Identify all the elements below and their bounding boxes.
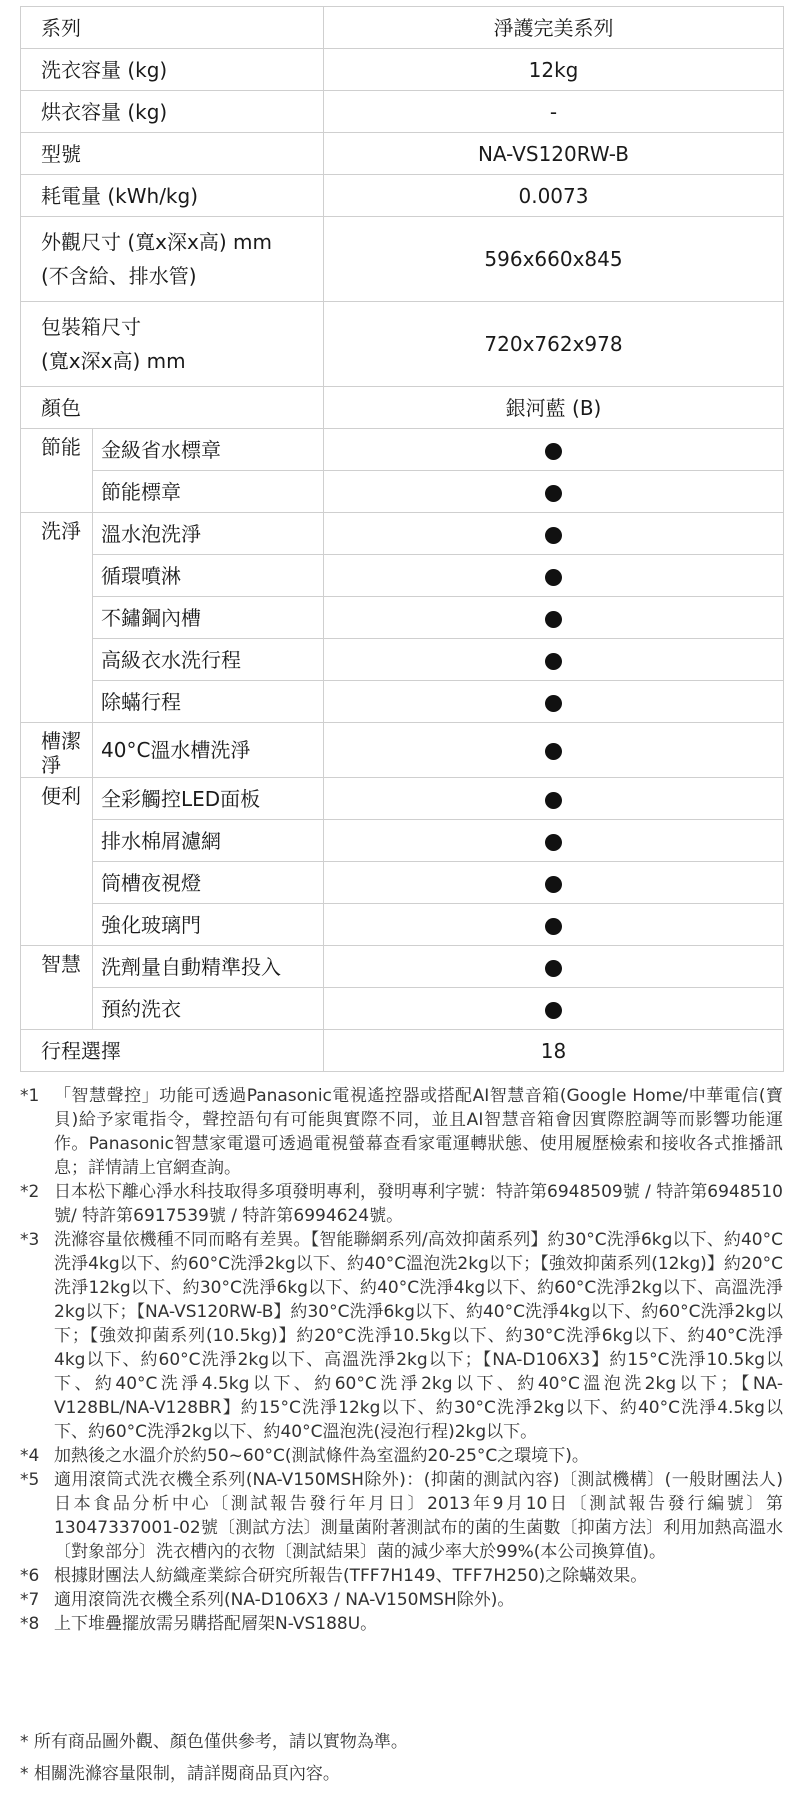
exterior-size-label-line2: (不含給、排水管): [41, 264, 197, 288]
feature-item-label: 金級省水標章: [93, 429, 324, 471]
feature-row: [21, 946, 784, 988]
courses-value: 18: [324, 1030, 784, 1072]
row-dry-capacity: [21, 91, 784, 133]
footnote: [20, 1228, 783, 1444]
feature-item-label: 洗劑量自動精準投入: [93, 946, 324, 988]
row-exterior-size: [21, 217, 784, 302]
dry-capacity-value: -: [324, 91, 784, 133]
bullet-dot-icon: [545, 611, 562, 628]
feature-group-label: 槽潔淨: [21, 723, 93, 778]
footnote-text: 根據財團法人紡織產業綜合研究所報告(TFF7H149、TFF7H250)之除蟎效果。: [54, 1566, 648, 1586]
feature-item-label: 除蟎行程: [93, 681, 324, 723]
exterior-size-value: 596x660x845: [324, 217, 784, 302]
footnote-mark: *4: [20, 1446, 40, 1466]
package-size-label-line2: (寬x深x高) mm: [41, 349, 186, 373]
feature-row: [21, 597, 784, 639]
courses-label: 行程選擇: [21, 1030, 324, 1072]
row-model: [21, 133, 784, 175]
series-label: 系列: [21, 7, 324, 49]
footnote-mark: *6: [20, 1566, 40, 1586]
feature-availability: [324, 862, 784, 904]
row-courses: [21, 1030, 784, 1072]
spec-table-body: [21, 7, 784, 1072]
exterior-size-label: [21, 217, 324, 302]
feature-availability: [324, 988, 784, 1030]
feature-availability: [324, 723, 784, 778]
wash-capacity-label: 洗衣容量 (kg): [21, 49, 324, 91]
feature-row: [21, 820, 784, 862]
row-package-size: [21, 302, 784, 387]
row-wash-capacity: [21, 49, 784, 91]
feature-availability: [324, 471, 784, 513]
bullet-dot-icon: [545, 443, 562, 460]
row-power: [21, 175, 784, 217]
footnote-mark: *1: [20, 1086, 40, 1106]
feature-availability: [324, 429, 784, 471]
feature-group-label: 洗淨: [21, 513, 93, 723]
bullet-dot-icon: [545, 569, 562, 586]
bullet-dot-icon: [545, 960, 562, 977]
footnote: [20, 1564, 783, 1588]
exterior-size-label-line1: 外觀尺寸 (寬x深x高) mm: [41, 230, 272, 254]
bullet-dot-icon: [545, 527, 562, 544]
feature-row: [21, 513, 784, 555]
feature-availability: [324, 946, 784, 988]
feature-item-label: 筒槽夜視燈: [93, 862, 324, 904]
package-size-value: 720x762x978: [324, 302, 784, 387]
bullet-dot-icon: [545, 876, 562, 893]
bullet-dot-icon: [545, 792, 562, 809]
feature-item-label: 節能標章: [93, 471, 324, 513]
dry-capacity-label: 烘衣容量 (kg): [21, 91, 324, 133]
feature-item-label: 預約洗衣: [93, 988, 324, 1030]
bullet-dot-icon: [545, 918, 562, 935]
color-label: 顏色: [21, 387, 324, 429]
feature-item-label: 排水棉屑濾網: [93, 820, 324, 862]
footnote-text: 加熱後之水溫介於約50~60°C(測試條件為室溫約20-25°C之環境下)。: [54, 1446, 589, 1466]
feature-group-label: 智慧: [21, 946, 93, 1030]
disclaimer-appearance: * 所有商品圖外觀、顏色僅供參考，請以實物為準。: [20, 1732, 408, 1752]
footnote-mark: *8: [20, 1614, 40, 1634]
bullet-dot-icon: [545, 1002, 562, 1019]
feature-item-label: 全彩觸控LED面板: [93, 778, 324, 820]
footnote: [20, 1468, 783, 1564]
feature-group-label: 便利: [21, 778, 93, 946]
footnote-text: 「智慧聲控」功能可透過Panasonic電視遙控器或搭配AI智慧音箱(Google Home/中華電信(寶貝)給予家電指令，聲控語句有可能與實際不同，並且AI智慧音箱會因實際腔調等而影響功能運作。Panasonic智慧家電還可透過電視螢幕查看家電運轉狀態、使用履歷檢索和接收各式推播訊息；詳情請上官網查詢。: [54, 1086, 783, 1178]
bullet-dot-icon: [545, 743, 562, 760]
feature-availability: [324, 904, 784, 946]
power-value: 0.0073: [324, 175, 784, 217]
feature-row: [21, 778, 784, 820]
feature-item-label: 高級衣水洗行程: [93, 639, 324, 681]
feature-row: [21, 639, 784, 681]
footnote-text: 適用滾筒式洗衣機全系列(NA-V150MSH除外)：(抑菌的測試內容)〔測試機構〕(一般財團法人)日本食品分析中心〔測試報告發行年月日〕2013年9月10日〔測試報告發行編號〕第13047337001-02號〔測試方法〕測量菌附著測試布的菌的生菌數〔抑菌方法〕利用加熱高溫水〔對象部分〕洗衣槽內的衣物〔測試結果〕菌的減少率大於99%(本公司換算值)。: [54, 1470, 783, 1562]
series-value: 淨護完美系列: [324, 7, 784, 49]
feature-row: [21, 988, 784, 1030]
footnote: [20, 1444, 783, 1468]
row-color: [21, 387, 784, 429]
feature-item-label: 溫水泡洗淨: [93, 513, 324, 555]
package-size-label: [21, 302, 324, 387]
footnote-text: 上下堆疊擺放需另購搭配層架N-VS188U。: [54, 1614, 378, 1634]
disclaimer-capacity: * 相關洗滌容量限制，請詳閱商品頁內容。: [20, 1764, 340, 1784]
feature-row: [21, 429, 784, 471]
model-value: NA-VS120RW-B: [324, 133, 784, 175]
feature-availability: [324, 681, 784, 723]
feature-availability: [324, 513, 784, 555]
color-value: 銀河藍 (B): [324, 387, 784, 429]
footnote: [20, 1612, 783, 1636]
footnote-mark: *3: [20, 1230, 40, 1250]
bullet-dot-icon: [545, 834, 562, 851]
feature-row: [21, 862, 784, 904]
feature-item-label: 不鏽鋼內槽: [93, 597, 324, 639]
feature-item-label: 循環噴淋: [93, 555, 324, 597]
footnote: [20, 1180, 783, 1228]
model-label: 型號: [21, 133, 324, 175]
footnote-text: 適用滾筒洗衣機全系列(NA-D106X3 / NA-V150MSH除外)。: [54, 1590, 515, 1610]
feature-availability: [324, 820, 784, 862]
feature-row: [21, 471, 784, 513]
feature-availability: [324, 597, 784, 639]
spec-table: [20, 6, 784, 1072]
feature-availability: [324, 555, 784, 597]
footnote-mark: *2: [20, 1182, 40, 1202]
feature-row: [21, 681, 784, 723]
bullet-dot-icon: [545, 695, 562, 712]
bullet-dot-icon: [545, 653, 562, 670]
row-series: [21, 7, 784, 49]
footnote-text: 洗滌容量依機種不同而略有差異。【智能聯網系列/高效抑菌系列】約30°C洗淨6kg以下、約40°C洗淨4kg以下、約60°C洗淨2kg以下、約40°C溫泡洗2kg以下；【強效抑菌系列(12kg)】約20°C洗淨12kg以下、約30°C洗淨6kg以下、約40°C洗淨4kg以下、約60°C洗淨2kg以下、高溫洗淨2kg以下；【NA-VS120RW-B】約30°C洗淨6kg以下、約40°C洗淨4kg以下、約60°C洗淨2kg以下；【強效抑菌系列(10.5kg)】約20°C洗淨10.5kg以下、約30°C洗淨6kg以下、約40°C洗淨4kg以下、約60°C洗淨2kg以下、高溫洗淨2kg以下；【NA-D106X3】約15°C洗淨10.5kg以下、約40°C洗淨4.5kg以下、約60°C洗淨2kg以下、約40°C溫泡洗2kg以下；【NA-V128BL/NA-V128BR】約15°C洗淨12kg以下、約30°C洗淨2kg以下、約40°C洗淨4.5kg以下、約60°C洗淨2kg以下、約40°C溫泡洗(浸泡行程)2kg以下。: [54, 1230, 783, 1442]
feature-group-label: 節能: [21, 429, 93, 513]
bullet-dot-icon: [545, 485, 562, 502]
footnote: [20, 1084, 783, 1180]
feature-item-label: 強化玻璃門: [93, 904, 324, 946]
feature-availability: [324, 778, 784, 820]
power-label: 耗電量 (kWh/kg): [21, 175, 324, 217]
feature-item-label: 40°C溫水槽洗淨: [93, 723, 324, 778]
footnote-mark: *7: [20, 1590, 40, 1610]
feature-availability: [324, 639, 784, 681]
footnote-mark: *5: [20, 1470, 40, 1490]
feature-row: [21, 723, 784, 778]
footnote: [20, 1588, 783, 1612]
wash-capacity-value: 12kg: [324, 49, 784, 91]
footnotes: [20, 1084, 783, 1636]
footnote-text: 日本松下離心淨水科技取得多項發明專利，發明專利字號：特許第6948509號 / 特許第6948510號/ 特許第6917539號 / 特許第6994624號。: [54, 1182, 783, 1226]
feature-row: [21, 904, 784, 946]
package-size-label-line1: 包裝箱尺寸: [41, 315, 141, 339]
feature-row: [21, 555, 784, 597]
